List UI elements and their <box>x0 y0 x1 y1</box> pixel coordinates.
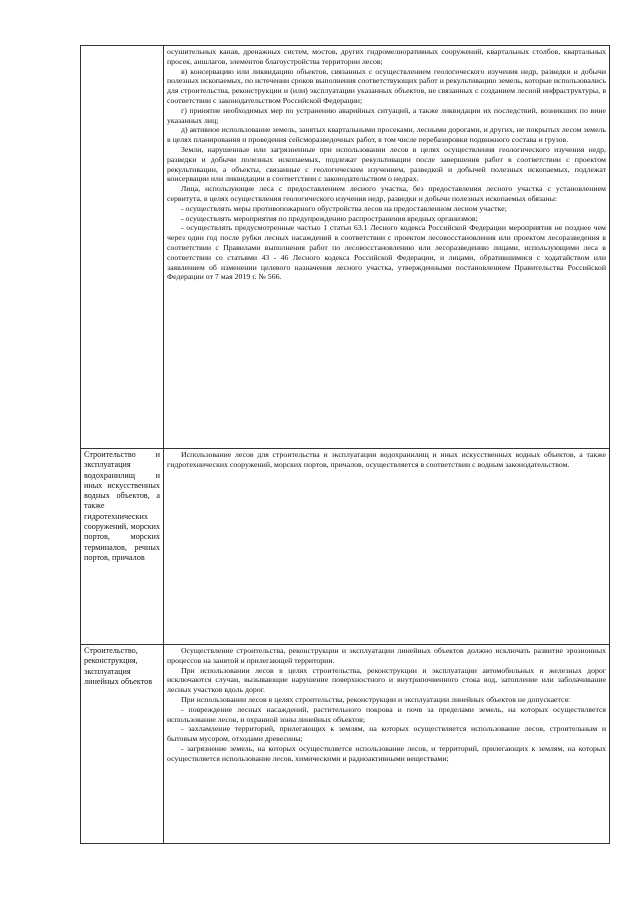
activity-type-cell <box>81 46 164 449</box>
requirements-cell <box>164 449 610 645</box>
activity-type-cell <box>81 449 164 645</box>
paragraph: в) консервацию или ликвидацию объектов, связанных с осуществлением геологического изучения недр, разведки и добычи полезных ископаемых, по истечении сроков выполнения соответствующих работ и рекультивацию земель, которые использовались для строительства, реконструкции и (или) эксплуатации указанных объектов, не связанных с созданием лесной инфраструктуры, в соответствии с законодательством Российской Федерации; <box>167 66 606 105</box>
paragraph: - повреждение лесных насаждений, растительного покрова и почв за пределами земель, на которых осуществляется использование лесов, и охранной зоны линейных объектов; <box>167 704 606 724</box>
paragraph: Земли, нарушенные или загрязненные при использовании лесов в целях осуществления геологического изучения недр, разведки и добычи полезных ископаемых, подлежат рекультивации после завершения работ в соответствии с проектом рекультивации, а объекты, связанные с геологическим изучением, разведкой и добычей полезных ископаемых, подлежат консервации или ликвидации в соответствии с законодательством о недрах. <box>167 144 606 184</box>
paragraph: При использовании лесов в целях строительства, реконструкции и эксплуатации автомобильных и железных дорог исключаются случаи, вызывающие нарушение поверхностного и внутрипочвенного стока вод, затопление или заболачивание лесных участков вдоль дорог. <box>167 665 606 695</box>
requirements-cell <box>164 645 610 844</box>
table-row <box>81 645 610 844</box>
paragraph: - осуществлять мероприятия по предупреждению распространения вредных организмов; <box>181 213 478 223</box>
paragraph: - захламление территорий, прилегающих к землям, на которых осуществляется использование лесов, строительным и бытовым мусором, отходами древесины; <box>167 724 606 744</box>
paragraph: осушительных канав, дренажных систем, мостов, других гидромелиоративных сооружений, квартальных столбов, квартальных просек, аншлагов, элементов благоустройства территории лесов; <box>167 47 606 66</box>
table-row <box>81 46 610 449</box>
paragraph: д) активное использование земель, занятых квартальными просеками, лесными дорогами, и других, не покрытых лесом земель в целях планирования и проведения сейсморазведочных работ, в том числе перебазировки подвижного состава и грузов. <box>167 125 606 145</box>
paragraph: Лица, использующие леса с предоставлением лесного участка, без предоставления лесного участка с установлением сервитута, в целях осуществления геологического изучения недр, разведки и добычи полезных ископаемых обязаны: <box>167 184 606 203</box>
activity-type-text: Строительство, реконструкция, эксплуатация линейных объектов <box>84 646 153 686</box>
table-row <box>81 449 610 645</box>
requirements-cell <box>164 46 610 449</box>
paragraph: Использование лесов для строительства и эксплуатации водохранилищ и иных искусственных водных объектов, а также гидротехнических сооружений, морских портов, причалов, осуществляется в соответствии с водным законодательством. <box>167 450 606 469</box>
paragraph: г) принятие необходимых мер по устранению аварийных ситуаций, а также ликвидации их последствий, возникших по вине указанных лиц; <box>167 105 606 125</box>
paragraph: - загрязнение земель, на которых осуществляется использование лесов, и территорий, прилегающих к землям, на которых осуществляется использование лесов, химическими и радиоактивными веществами; <box>167 743 606 763</box>
activity-type-cell <box>81 645 164 844</box>
paragraph: Осуществление строительства, реконструкции и эксплуатации линейных объектов должно исключать развитие эрозионных процессов на занятой и прилегающей территории. <box>167 646 606 665</box>
paragraph: При использовании лесов в целях строительства, реконструкции и эксплуатации линейных объектов не допускается: <box>181 694 571 704</box>
paragraph: - осуществлять предусмотренные частью 1 статьи 63.1 Лесного кодекса Российской Федерации мероприятия не позднее чем через один год после рубки лесных насаждений в соответствии с проектом лесовосстановления или проектом лесоразведения в соответствии с Правилами выполнения работ по лесовосстановлению или лесоразведению лицами, использующими леса в соответствии со статьями 43 - 46 Лесного кодекса Российской Федерации, и лицами, обратившимися с ходатайством или заявлением об изменении целевого назначения лесного участка, утвержденными постановлением Правительства Российской Федерации от 7 мая 2019 г. № 566. <box>167 223 606 282</box>
activity-type-text: Строительство и эксплуатация водохранилищ и иных искусственных водных объектов, а также гидротехнических сооружений, морских портов, морских терминалов, речных портов, причалов <box>84 450 160 562</box>
regulation-table <box>80 45 610 844</box>
paragraph: - осуществлять меры противопожарного обустройства лесов на предоставленном лесном участке; <box>181 203 507 213</box>
